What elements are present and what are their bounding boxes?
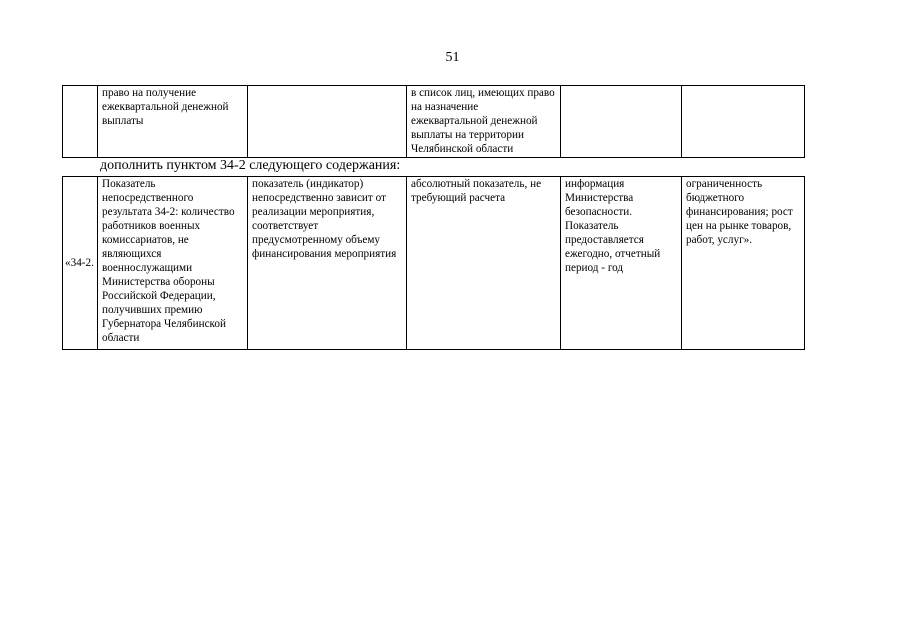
indicator-table [62, 176, 805, 350]
table-row [63, 86, 805, 158]
amendment-instruction: дополнить пунктом 34-2 следующего содержания: [100, 158, 401, 173]
table-cell-indicator: право на получение ежеквартальной денежной выплаты [98, 86, 248, 158]
table-cell-type [248, 86, 407, 158]
risks: ограниченность бюджетного финансирования; рост цен на рынке товаров, работ, услуг». [682, 177, 805, 350]
continuation-table [62, 85, 805, 158]
indicator-name: Показатель непосредственного результата 34-2: количество работников военных комиссариатов, не являющихся военнослужащими Министерства обороны Российской Федерации, получивших премию Губернатора Челябинской области [98, 177, 248, 350]
table-cell-calculation: в список лиц, имеющих право на назначение ежеквартальной денежной выплаты на территории Челябинской области [407, 86, 561, 158]
table-row [63, 177, 805, 350]
table-cell-number [63, 86, 98, 158]
page-number: 51 [445, 50, 460, 65]
data-source: информация Министерства безопасности. Показатель предоставляется ежегодно, отчетный период - год [561, 177, 682, 350]
item-number: «34-2. [63, 177, 98, 350]
table-cell-risks [682, 86, 805, 158]
calculation-method: абсолютный показатель, не требующий расчета [407, 177, 561, 350]
table-cell-source [561, 86, 682, 158]
indicator-type: показатель (индикатор) непосредственно зависит от реализации мероприятия, соответствует предусмотренному объему финансирования мероприятия [248, 177, 407, 350]
